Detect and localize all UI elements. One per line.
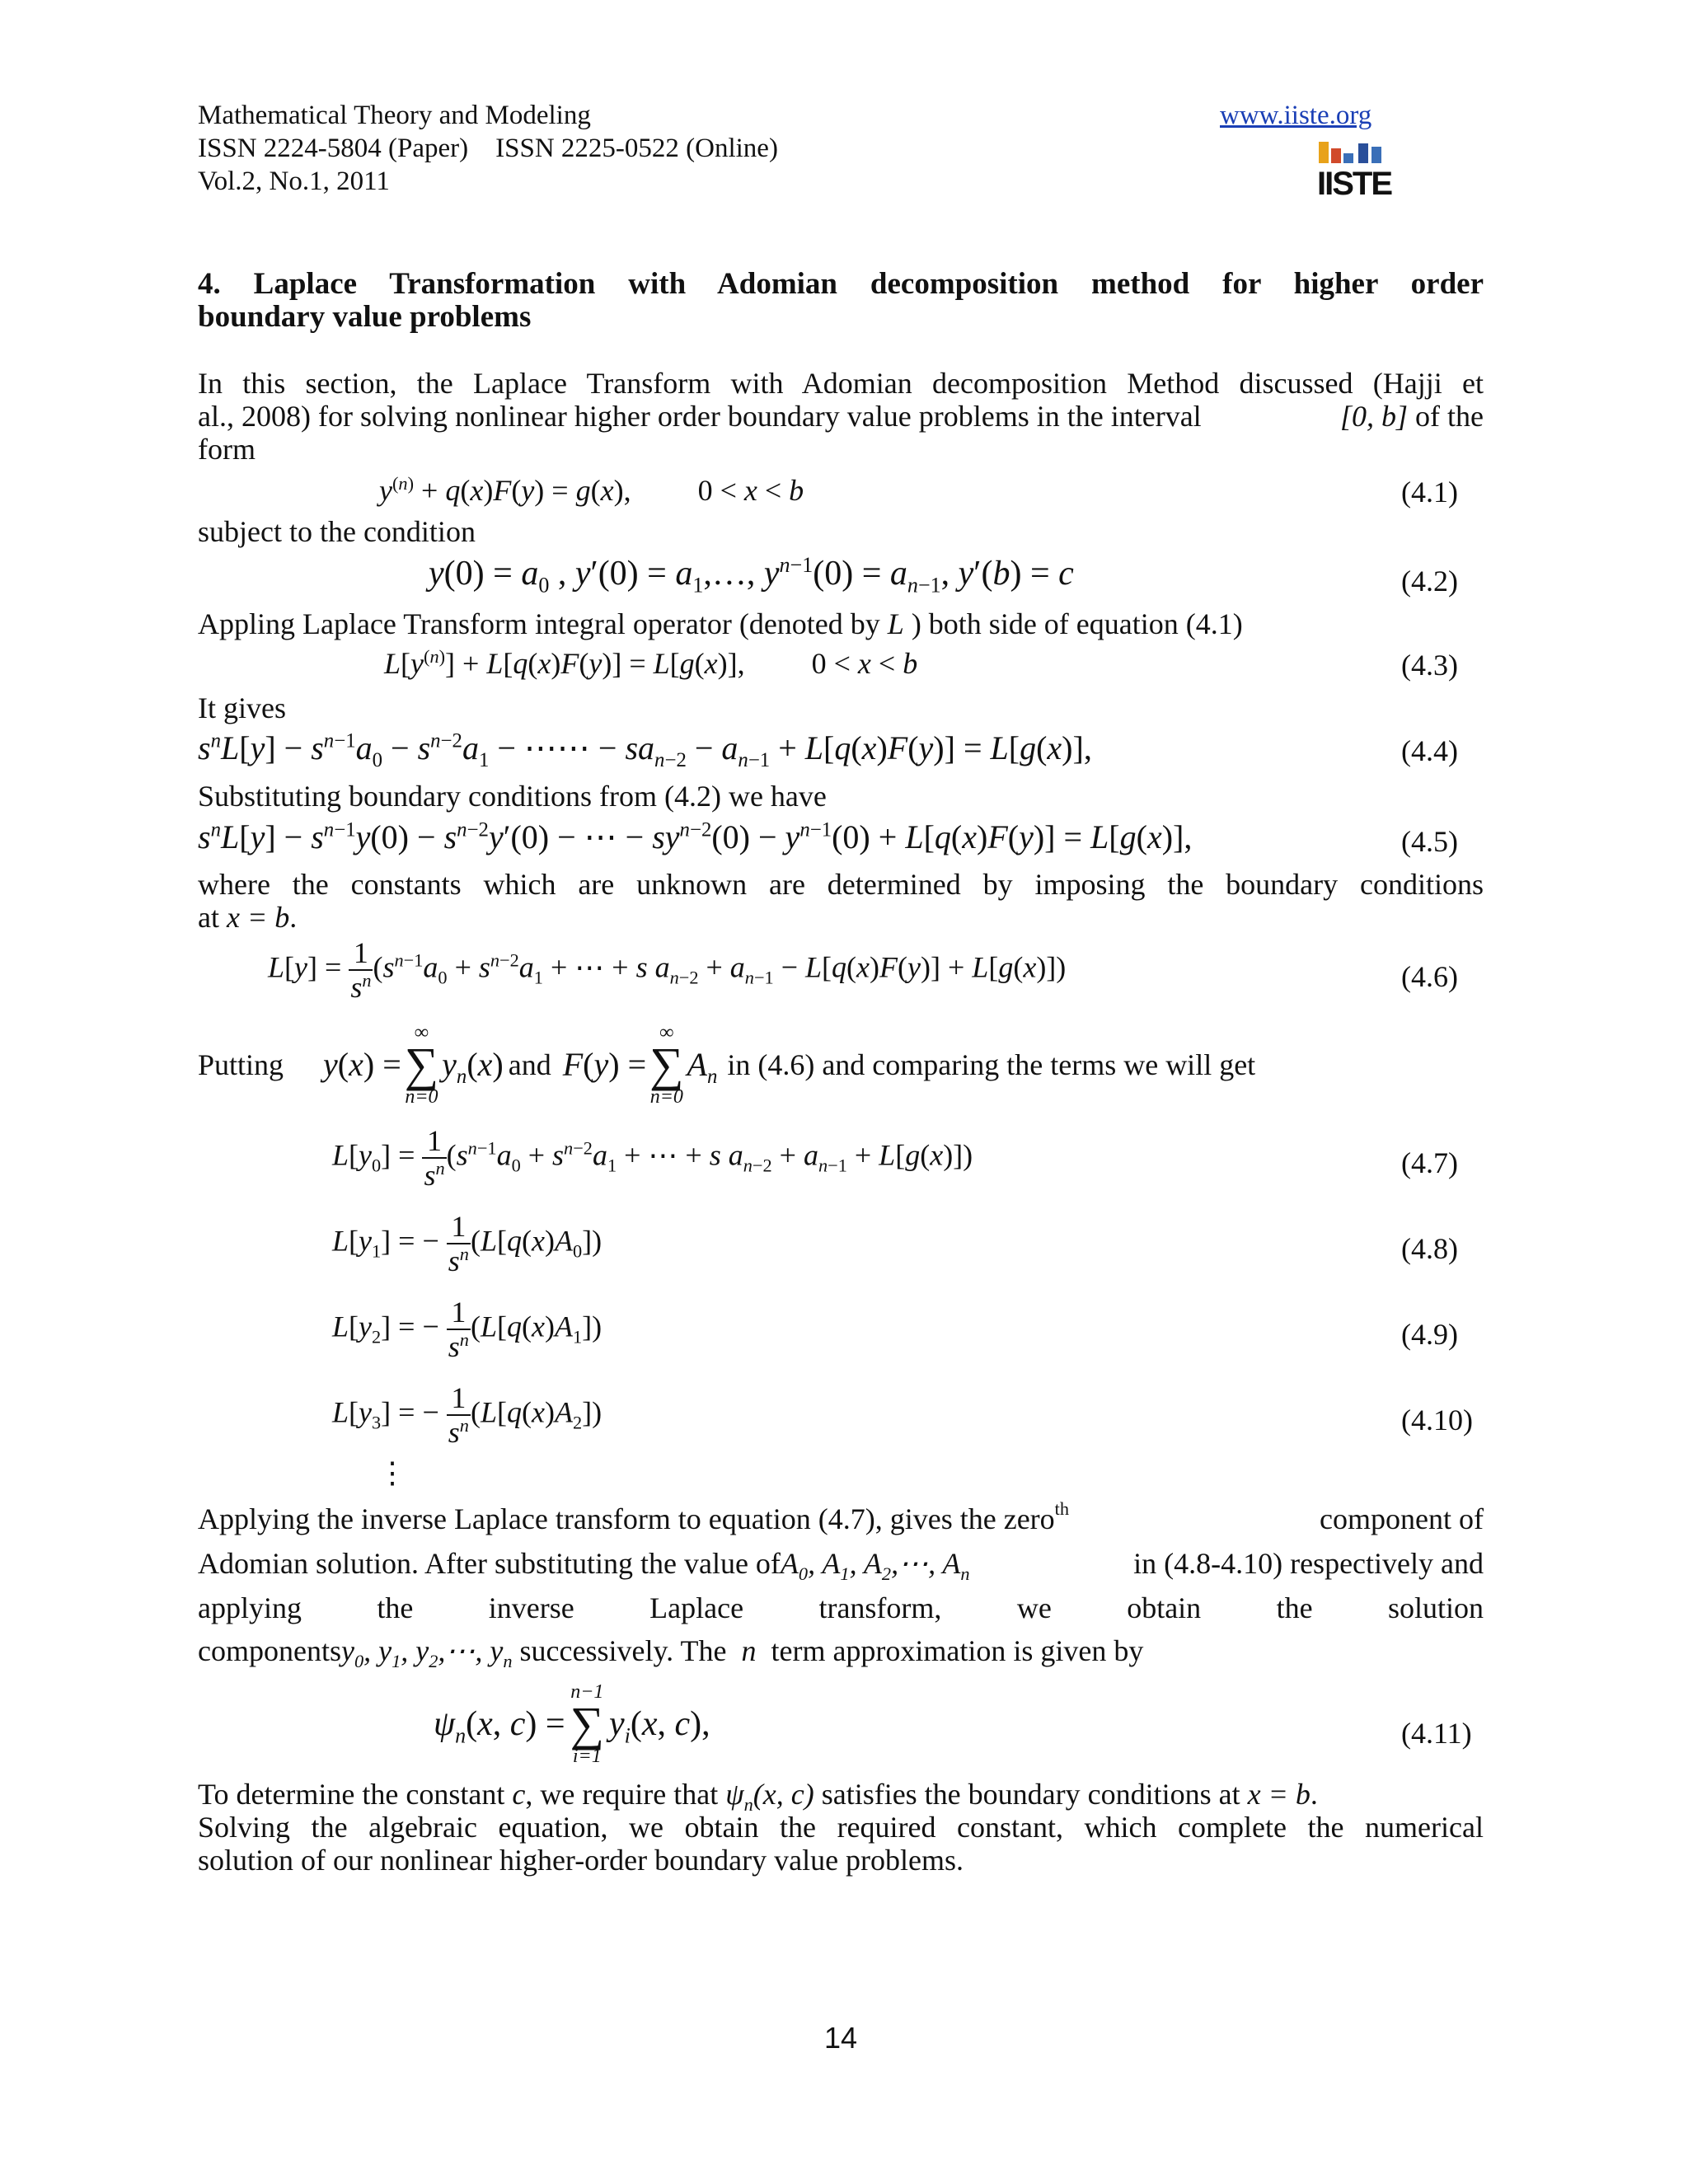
appling-text <box>198 607 1243 641</box>
where-xb: x = b <box>226 901 290 934</box>
where-dot: . <box>289 901 298 934</box>
equation-4-5: $s^nL[y] - s^{n-1}y(0) - s^{n-2}y'(0)$ − ⋯ − $sy^{n-2}(0) - y^{n-1}(0) + L[q(x)F(y)] = L[g(x)]$, <box>198 818 1193 855</box>
operator-L: L <box>887 607 904 640</box>
equation-number-4-8: (4.8) <box>1401 1232 1458 1265</box>
intro-line-1: In this section, the Laplace Transform with Adomian decomposition Method discussed (Hajji et <box>198 367 1484 400</box>
applying-line-2 <box>198 1546 1484 1585</box>
psi-math: $\psi_n(x$, c) <box>725 1778 814 1816</box>
it-gives-text: It gives <box>198 691 286 724</box>
intro-line-2 <box>198 399 1484 434</box>
equation-number-4-1: (4.1) <box>1401 476 1458 509</box>
journal-url-link[interactable]: www.iiste.org <box>1220 101 1372 130</box>
substituting-text: Substituting boundary conditions from (4.2) we have <box>198 780 827 813</box>
determine-d: x = b <box>1247 1778 1311 1811</box>
determine-line <box>198 1777 1484 1816</box>
vertical-ellipsis: ⋮ <box>377 1456 407 1489</box>
appling-text-b: ) both side of equation (4.1) <box>911 607 1243 640</box>
page-number: 14 <box>824 2021 858 2055</box>
determine-a: To determine the constant <box>198 1778 505 1811</box>
section-heading-line2: boundary value problems <box>198 300 532 334</box>
equation-number-4-3: (4.3) <box>1401 649 1458 682</box>
determine-c2: satisfies the boundary conditions at <box>821 1778 1240 1811</box>
intro-line-2-text: al., 2008) for solving nonlinear higher order boundary value problems in the interval <box>198 400 1202 433</box>
and-text: and <box>508 1048 551 1081</box>
equation-4-7: $L[y_0]$ = $\frac{1}{s^n}$ ($s^{n-1}a_0 + s^{n-2}a_1$ + ⋯ + s $a_{n-2} + a_{n-1} + L[g(x)]$) <box>332 1124 973 1192</box>
appling-text-a: Appling Laplace Transform integral operator (denoted by <box>198 607 880 640</box>
equation-4-4: $s^nL[y] - s^{n-1}a_0 - s^{n-2}a_1$ − ⋯⋯ − $sa_{n-2} - a_{n-1} + L[q(x)F(y)] = L[g(x)]$, <box>198 729 1092 771</box>
logo-text: IISTE <box>1317 166 1392 202</box>
issn-line: ISSN 2224-5804 (Paper) ISSN 2225-0522 (Online) <box>198 134 778 163</box>
applying-2a: Adomian solution. After substituting the value of <box>198 1547 781 1580</box>
putting-text: Putting <box>198 1048 284 1081</box>
applying-2b: in (4.8-4.10) respectively and <box>1133 1547 1484 1580</box>
equation-4-11: $\psi_n(x$, c) = n−1 ∑ i=1 $y_i(x$, c), <box>434 1681 710 1767</box>
putting-rest-text: in (4.6) and comparing the terms we will get <box>727 1048 1256 1081</box>
where-at: at <box>198 901 219 934</box>
equation-number-4-11: (4.11) <box>1401 1717 1472 1750</box>
section-heading-line1: 4. Laplace Transformation with Adomian decomposition method for higher order <box>198 267 1484 301</box>
equation-number-4-2: (4.2) <box>1401 565 1458 598</box>
equation-number-4-9: (4.9) <box>1401 1318 1458 1351</box>
applying-4d: term approximation is given by <box>771 1634 1144 1667</box>
equation-number-4-5: (4.5) <box>1401 825 1458 858</box>
applying-4c: n <box>741 1634 757 1667</box>
applying-1a: Applying the inverse Laplace transform to equation (4.7), gives the zero <box>198 1502 1055 1535</box>
equation-4-8: $L[y_1]$ = − $\frac{1}{s^n}$ $(L[q(x)A_0])$ <box>332 1210 603 1277</box>
equation-number-4-7: (4.7) <box>1401 1146 1458 1179</box>
solving-line-2: solution of our nonlinear higher-order boundary value problems. <box>198 1844 964 1877</box>
equation-number-4-4: (4.4) <box>1401 734 1458 767</box>
applying-line-1 <box>198 1498 1484 1536</box>
equation-4-6: L[y] = $\frac{1}{s^n}$ ($s^{n-1}a_0 + s^{n-2}a_1$ + ⋯ + s $a_{n-2} + a_{n-1} - L[q(x)F(y)] + L[g(x)]$) <box>268 936 1067 1004</box>
applying-4a: components <box>198 1634 341 1667</box>
equation-4-1: $y^{(n)} + q(x)F(y) = g(x)$, 0 < x < b <box>379 473 804 507</box>
putting-line: Putting y(x) = ∞ ∑ n=0 $y_n(x)$ and F(y) = ∞ ∑ n=0 $A_n$ in (4.6) and comparing the terms we will get <box>198 1022 1256 1108</box>
equation-4-3: $L[y^{(n)}] + L[q(x)F(y)] = L[g(x)]$, 0 < x < b <box>384 646 918 680</box>
determine-c: c <box>512 1778 526 1811</box>
where-line-1: where the constants which are unknown are determined by imposing the boundary conditions <box>198 868 1484 901</box>
applying-line-3: applying the inverse Laplace transform, we obtain the solution <box>198 1591 1484 1624</box>
applying-line-4 <box>198 1633 1144 1672</box>
intro-line-2-end: of the <box>1415 400 1484 433</box>
iiste-logo <box>1317 137 1392 206</box>
volume-line: Vol.2, No.1, 2011 <box>198 166 390 196</box>
solving-line-1: Solving the algebraic equation, we obtain the required constant, which complete the numerical <box>198 1811 1484 1844</box>
equation-number-4-6: (4.6) <box>1401 960 1458 993</box>
intro-line-3: form <box>198 433 256 466</box>
equation-4-9: $L[y_2]$ = − $\frac{1}{s^n}$ $(L[q(x)A_1])$ <box>332 1296 603 1363</box>
coefficients-A-math: $A_0$, $A_1$, $A_2,\cdots$, $A_n$ <box>780 1547 970 1585</box>
applying-th: th <box>1054 1498 1070 1519</box>
applying-1b: component of <box>1320 1502 1484 1535</box>
equation-4-2: $y(0) = a_0$ , $y'(0) = a_1,\dots$, $y^{n-1}(0) = a_{n-1}$, y′(b) = c <box>429 553 1074 598</box>
journal-title: Mathematical Theory and Modeling <box>198 101 591 130</box>
where-line-2 <box>198 900 297 935</box>
applying-4b: successively. The <box>519 1634 727 1667</box>
components-y-math: $y_0$, $y_1$, $y_2,\cdots$, $y_n$ <box>340 1634 513 1672</box>
equation-number-4-10: (4.10) <box>1401 1404 1473 1436</box>
determine-e: . <box>1310 1778 1318 1811</box>
determine-b: , we require that <box>525 1778 719 1811</box>
subject-to-text: subject to the condition <box>198 515 476 548</box>
interval-math: [0, b] <box>1340 400 1409 433</box>
equation-4-10: $L[y_3]$ = − $\frac{1}{s^n}$ $(L[q(x)A_2])$ <box>332 1381 603 1449</box>
